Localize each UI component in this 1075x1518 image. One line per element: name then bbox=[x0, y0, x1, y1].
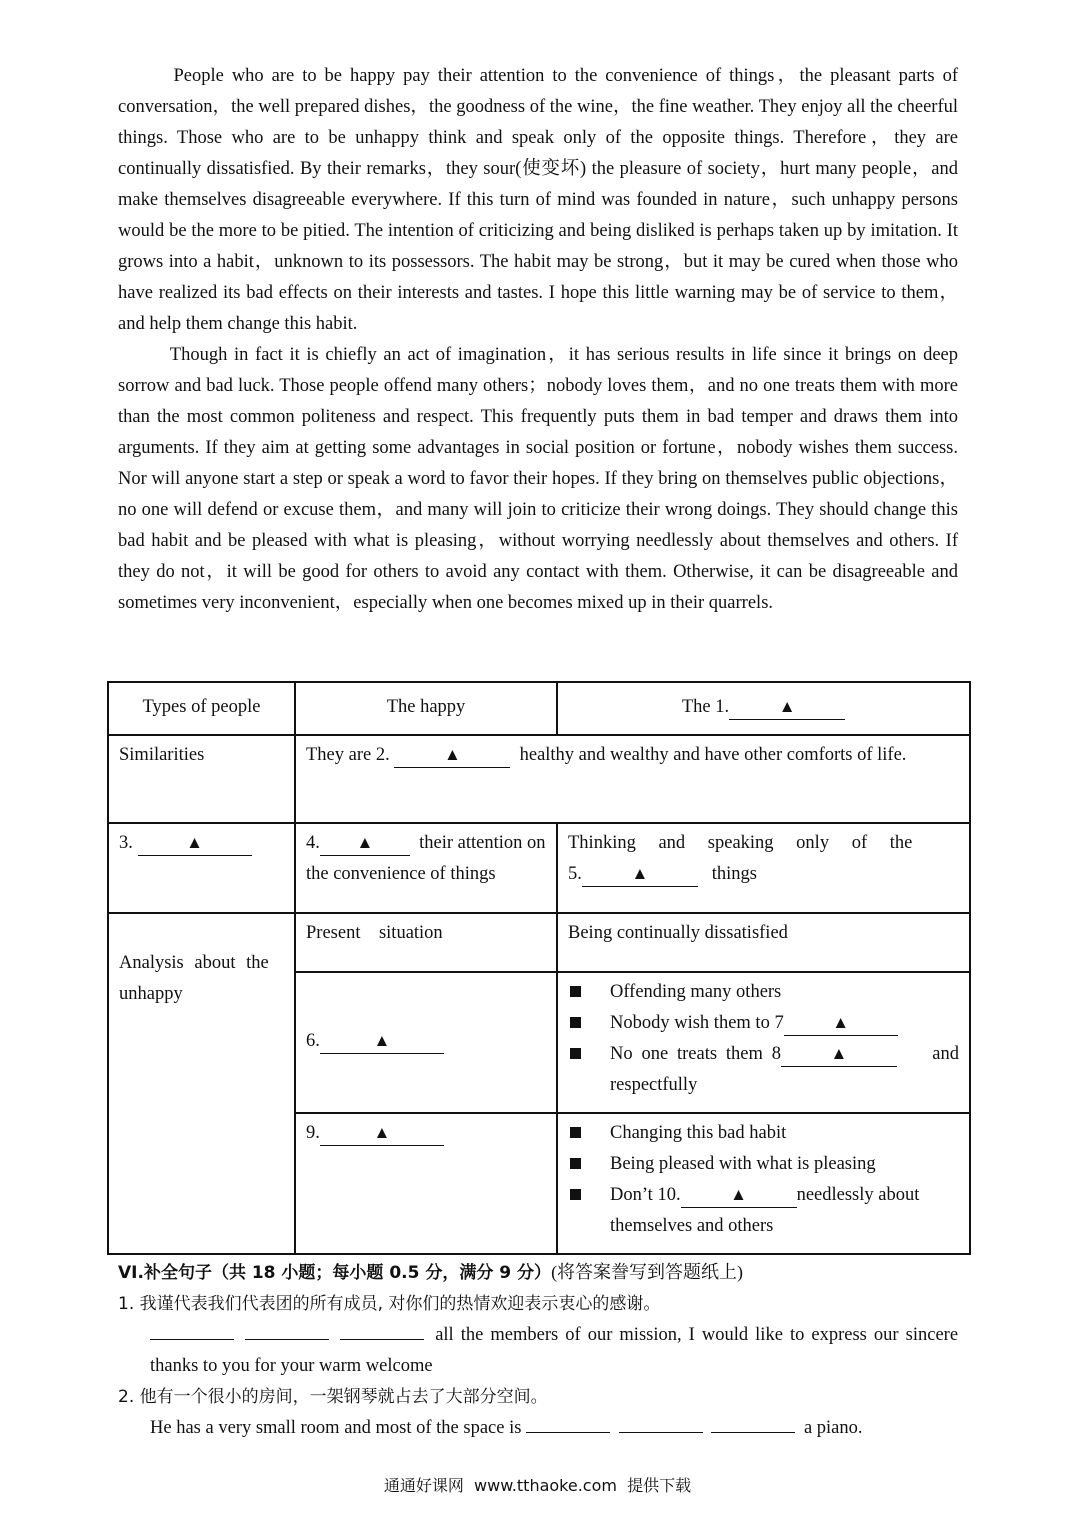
section-note: (将答案誊写到答题纸上) bbox=[551, 1262, 744, 1282]
bullet-text: No one treats them 8 bbox=[610, 1044, 781, 1064]
answer-blank-9[interactable] bbox=[320, 1122, 444, 1146]
bullet-text: Changing this bad habit bbox=[610, 1123, 787, 1143]
answer-blank-line[interactable] bbox=[150, 1321, 234, 1340]
list-item bbox=[568, 1149, 959, 1180]
answer-blank-line[interactable] bbox=[526, 1414, 610, 1433]
square-bullet-icon bbox=[570, 1158, 581, 1169]
header-unhappy-prefix: The 1. bbox=[681, 697, 730, 717]
similarities-label: Similarities bbox=[108, 735, 295, 823]
passage-paragraph-2: Though in fact it is chiefly an act of imagination，it has serious results in life since it brings on deep sorrow and bad luck. Those people offend many others；nobody loves them，and no one treats them with more than the most common politeness and respect. This frequently puts them in bad temper and draws them into arguments. If they aim at getting some advantages in social position or fortune，nobody wishes them success. Nor will anyone start a step or speak a word to favor their hopes. If they bring on themselves public objections，no one will defend or excuse them，and many will join to criticize their wrong doings. They should change this bad habit and be pleased with what is pleasing，without worrying needlessly about themselves and others. If they do not，it will be good for others to avoid any contact with them. Otherwise, it can be disagreeable and sometimes very inconvenient，especially when one becomes mixed up in their quarrels. bbox=[118, 345, 958, 613]
q6-label: 6. bbox=[306, 1031, 320, 1051]
answer-blank-10[interactable] bbox=[681, 1184, 797, 1208]
question-1-chinese: 1. 我谨代表我们代表团的所有成员, 对你们的热情欢迎表示衷心的感谢。 bbox=[118, 1294, 661, 1314]
q6-cell bbox=[295, 972, 557, 1113]
triangle-marker-icon: ▲ bbox=[830, 1044, 848, 1063]
question-1-english bbox=[118, 1320, 958, 1382]
answer-blank-4[interactable] bbox=[320, 832, 410, 856]
q6-bullets-cell bbox=[557, 972, 970, 1113]
section-title: VI.补全句子（共 18 小题；每小题 0.5 分，满分 9 分） bbox=[118, 1263, 552, 1283]
reading-passage bbox=[118, 61, 958, 619]
triangle-marker-icon: ▲ bbox=[730, 1185, 747, 1204]
section-vi bbox=[118, 1257, 958, 1444]
answer-blank-line[interactable] bbox=[711, 1414, 795, 1433]
question-1-sentence: all the members of our mission, I would like to express our sincere thanks to you for your warm welcome bbox=[150, 1325, 959, 1376]
square-bullet-icon bbox=[570, 1127, 581, 1138]
answer-blank-1[interactable] bbox=[729, 696, 845, 720]
square-bullet-icon bbox=[570, 1189, 581, 1200]
list-item bbox=[568, 1039, 959, 1101]
triangle-marker-icon: ▲ bbox=[631, 864, 649, 883]
answer-blank-line[interactable] bbox=[619, 1414, 703, 1433]
list-item bbox=[568, 1118, 959, 1149]
similarities-after: healthy and wealthy and have other comforts of life. bbox=[519, 745, 907, 765]
q9-label: 9. bbox=[306, 1123, 320, 1143]
q6-bullet-list bbox=[568, 977, 959, 1101]
answer-blank-line[interactable] bbox=[340, 1321, 424, 1340]
summary-table bbox=[107, 681, 971, 1255]
answer-blank-2[interactable] bbox=[394, 744, 510, 768]
header-happy: The happy bbox=[295, 682, 557, 735]
answer-blank-line[interactable] bbox=[245, 1321, 329, 1340]
bullet-text: Don’t 10. bbox=[610, 1185, 681, 1205]
bullet-text: Nobody wish them to 7 bbox=[610, 1013, 784, 1033]
answer-blank-3[interactable] bbox=[138, 832, 252, 856]
analysis-label-cell bbox=[108, 913, 295, 1254]
row3-unhappy-after: things bbox=[711, 864, 757, 884]
row3-unhappy bbox=[557, 823, 970, 913]
row3-label bbox=[108, 823, 295, 913]
question-2-chinese: 2. 他有一个很小的房间，一架钢琴就占去了大部分空间。 bbox=[118, 1387, 548, 1407]
square-bullet-icon bbox=[570, 986, 581, 997]
row3-happy-prefix: 4. bbox=[306, 833, 320, 853]
bullet-text: Being pleased with what is pleasing bbox=[610, 1154, 876, 1174]
bullet-text: and respectfully bbox=[610, 1044, 959, 1095]
question-2-english bbox=[118, 1413, 958, 1444]
analysis-label: Analysis about the unhappy bbox=[119, 953, 269, 1004]
present-situation-value: Being continually dissatisfied bbox=[557, 913, 970, 972]
list-item bbox=[568, 977, 959, 1008]
square-bullet-icon bbox=[570, 1048, 581, 1059]
analysis-row-present bbox=[108, 913, 970, 972]
table-header-row bbox=[108, 682, 970, 735]
passage-paragraph-1: People who are to be happy pay their attention to the convenience of things，the pleasant parts of conversation，the well prepared dishes，the goodness of the wine，the fine weather. They enjoy all the cheerful things. Those who are to be unhappy think and speak only of the opposite things. Therefore，they are continually dissatisfied. By their remarks，they sour(使变坏) the pleasure of society，hurt many people，and make themselves disagreeable everywhere. If this turn of mind was founded in nature，such unhappy persons would be the more to be pitied. The intention of criticizing and being disliked is perhaps taken up by imitation. It grows into a habit，unknown to its possessors. The habit may be strong，but it may be cured when those who have realized its bad effects on their interests and tastes. I hope this little warning may be of service to them，and help them change this habit. bbox=[118, 66, 958, 334]
row-3 bbox=[108, 823, 970, 913]
answer-blank-7[interactable] bbox=[784, 1012, 898, 1036]
q9-cell bbox=[295, 1113, 557, 1254]
header-unhappy bbox=[557, 682, 970, 735]
row3-happy bbox=[295, 823, 557, 913]
row3-unhappy-text: Thinking and speaking only of the bbox=[568, 833, 913, 853]
row3-unhappy-prefix: 5. bbox=[568, 864, 582, 884]
question-2-sentence-end: a piano. bbox=[803, 1418, 863, 1438]
bullet-text: Offending many others bbox=[610, 982, 782, 1002]
bullet-text: needlessly about themselves and others bbox=[610, 1185, 920, 1236]
triangle-marker-icon: ▲ bbox=[186, 833, 203, 852]
similarities-content bbox=[295, 735, 970, 823]
answer-blank-8[interactable] bbox=[781, 1043, 897, 1067]
similarities-before: They are 2. bbox=[306, 745, 390, 765]
question-2-sentence-start: He has a very small room and most of the space is bbox=[150, 1418, 522, 1438]
list-item bbox=[568, 1180, 959, 1242]
present-situation-label: Present situation bbox=[295, 913, 557, 972]
q9-bullets-cell bbox=[557, 1113, 970, 1254]
triangle-marker-icon: ▲ bbox=[373, 1123, 391, 1142]
triangle-marker-icon: ▲ bbox=[443, 745, 461, 764]
triangle-marker-icon: ▲ bbox=[373, 1031, 391, 1050]
row3-label-number: 3. bbox=[119, 833, 133, 853]
triangle-marker-icon: ▲ bbox=[832, 1013, 850, 1032]
square-bullet-icon bbox=[570, 1017, 581, 1028]
page-footer: 通通好课网 www.tthaoke.com 提供下载 bbox=[383, 1476, 692, 1495]
section-heading bbox=[118, 1257, 958, 1289]
triangle-marker-icon: ▲ bbox=[356, 833, 374, 852]
similarities-row bbox=[108, 735, 970, 823]
answer-blank-6[interactable] bbox=[320, 1030, 444, 1054]
list-item bbox=[568, 1008, 959, 1039]
header-types: Types of people bbox=[108, 682, 295, 735]
q9-bullet-list bbox=[568, 1118, 959, 1242]
triangle-marker-icon: ▲ bbox=[778, 697, 796, 716]
row3-happy-text: their attention on the convenience of things bbox=[306, 833, 546, 884]
answer-blank-5[interactable] bbox=[582, 863, 698, 887]
